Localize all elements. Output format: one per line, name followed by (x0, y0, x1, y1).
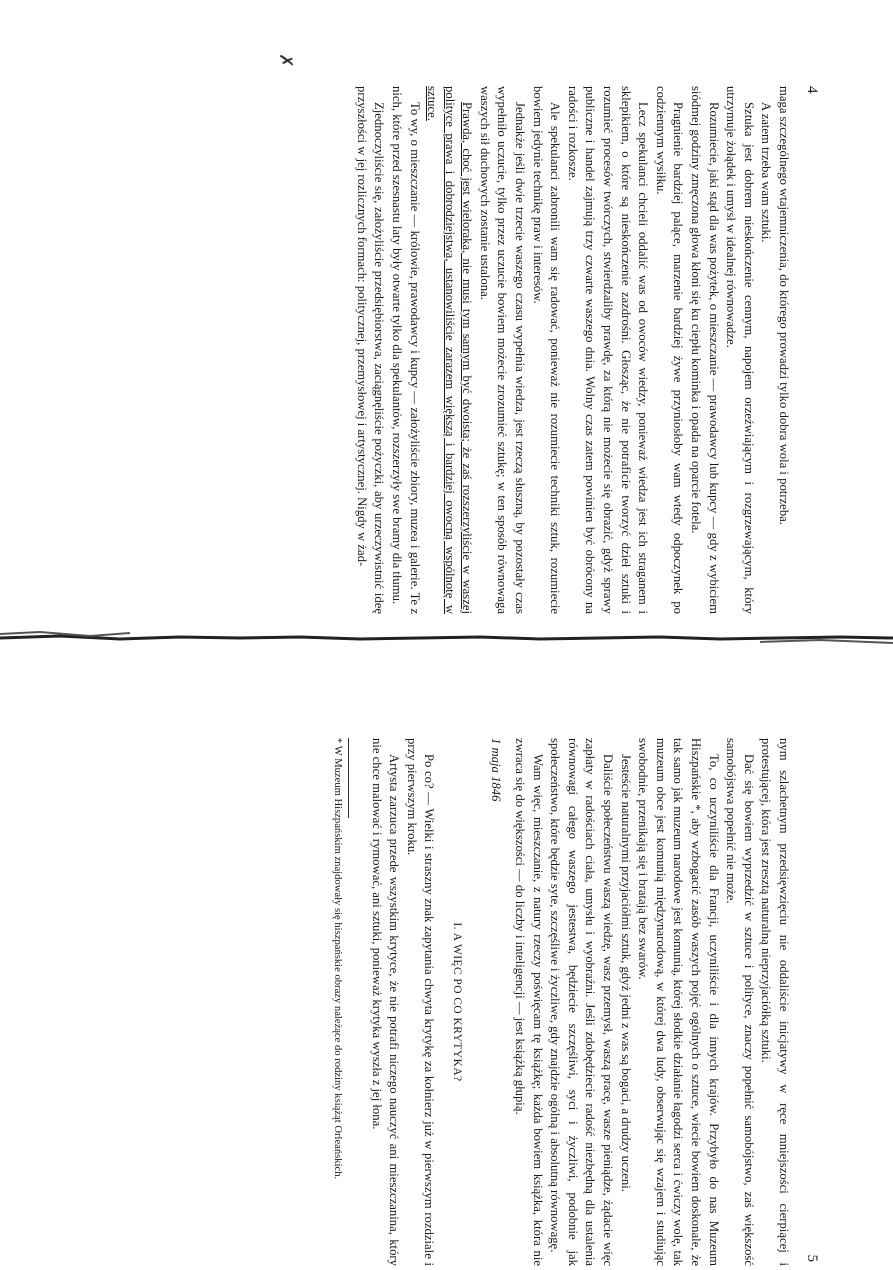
paragraph: Ale spekulanci zabronili wam się radować, ponieważ nie rozumiecie techniki sztuk, rozumiecie bowiem jedynie technikę praw i interesów. (530, 86, 563, 614)
paragraph: Wam więc, mieszczanie, z natury rzeczy poświęcam tę książkę; każda bowiem książka, która nie zwraca się do większości — do liczby i inteligencji — jest książką głupią. (513, 738, 545, 1266)
footnote-rule (348, 738, 349, 818)
paragraph: Jednakże jeśli dwie trzecie waszego czasu wypełnia wiedza, jest rzeczą słuszną, by pozostały czas wypełniło uczucie, tylko przez uczucie bowiem możecie zrozumieć sztukę; w ten sposób równowaga waszych sił duchowych zostanie ustalona. (477, 86, 528, 614)
page-number: 4 (804, 86, 820, 94)
paragraph: Artysta zarzuca przede wszystkim krytyce, że nie potrafi niczego nauczyć ani mieszczanina, który nie chce malować i rymować, ani sztuki, ponieważ krytyka wyszła z jej łona. (369, 738, 402, 1266)
paragraph: nym szlachetnym przedsięwzięciu nie oddaliście inicjatywy w ręce mniejszości cierpiącej i protestującej, która jest zresztą naturalną nieprzyjaciółką sztuki. (759, 738, 791, 1266)
page-body (352, 86, 792, 614)
chapter-heading: I. A WIĘC PO CO KRYTYKA? (450, 922, 463, 1082)
paragraph: Rozumiecie, jaki stąd dla was pożytek, o mieszczanie — prawodawcy lub kupcy — gdy z wybiciem siódmej godziny zmęczona głowa kłoni się ku ciepłu kominka i opada na oparcie fotela. (689, 86, 721, 614)
paragraph: Lecz spekulanci chcieli oddalić was od owoców wiedzy, ponieważ wiedza jest ich straganem i sklepikiem, o które są nieskończenie zazdrośni. Głosząc, że nie potraficie tworzyć dzieł sztuki i rozumieć procesów twórczych, stwierdzaliby prawdę, za którą nie możecie się obrazić, gdyż sprawy publiczne i handel zajmują trzy czwarte waszego dnia. Wolny czas zatem powinien być obrócony na radości i rozkosze. (565, 86, 651, 614)
footnote-text: * W Muzeum Hiszpańskim znajdowały się hiszpańskie obrazy należące do rodziny książąt Orleańskich. (331, 738, 343, 1180)
date-line: 1 maja 1846 (489, 738, 504, 802)
paragraph: Dać się bowiem wyprzedzić w sztuce i polityce, znaczy popełnić samobójstwo, zaś większość samobójstwa popełnić nie może. (724, 738, 756, 1266)
paragraph: Po co? — Wielki i straszny znak zapytania chwyta krytykę za kołnierz już w pierwszym rozdziale i przy pierwszym kroku. (404, 738, 437, 1266)
paragraph: Daliście społeczeństwu waszą wiedzę, wasz przemysł, waszą pracę, wasze pieniądze, żądacie więc zapłaty w radościach ciała, umysłu i wyobraźni. Jeśli zdobędziecie radość niezbędną dla ustalenia równowagi całego waszego jestestwa, będziecie szczęśliwi, syci i życzliwi, podobnie jak społeczeństwo, które będzie syte, szczęśliwe i życzliwe, gdy znajdzie ogólną i absolutną równowagę. (548, 738, 616, 1266)
underlined-paragraph: Prawda, choć jest wieloraka, nie musi tym samym być dwoista; że zaś rozszerzyliście w waszej polityce prawa i dobrodziejstwa, ustanowiliście zarazem większą i bardziej owocną wspólnotę w sztuce. (425, 86, 475, 614)
paragraph: A zatem trzeba wam sztuki. (759, 102, 774, 243)
page-body (330, 738, 792, 1266)
paragraph: Zjednoczyliście się, założyliście przedsiębiorstwa, zaciągnęliście pożyczki, aby urzeczywistnić ideę przyszłości w jej rozlicznych formach: politycznej, przemysłowej i artystycznej. Nigdy w żad- (354, 86, 387, 614)
page-number: 5 (804, 1254, 820, 1262)
footnote (330, 738, 349, 1266)
page-4 (66, 78, 826, 618)
paragraph: To wy, o mieszczanie — królowie, prawodawcy i kupcy — założyliście zbiory, muzea i galerie. Te z nich, które przed szesnastu laty były otwarte tylko dla spekulantów, rozszerzyły swe bramy dla tłumu. (389, 86, 422, 614)
page-5 (66, 730, 826, 1270)
paragraph: To, co uczyniliście dla Francji, uczyniliście i dla innych krajów. Przybyło do nas Muzeum Hiszpańskie *, aby wzbogacić zasób waszych pojęć ogólnych o sztuce, wiecie bowiem doskonale, że tak samo jak muzeum narodowe jest komunią, której słodkie działanie łagodzi serca i ćwiczy wolę, tak muzeum obce jest komunią międzynarodową, w której dwa ludy, obserwując się wzajem i studiując swobodnie, przenikają się i bratają bez swarów. (636, 738, 721, 1266)
paragraph: Jesteście naturalnymi przyjaciółmi sztuk, gdyż jedni z was są bogaci, a drudzy uczeni. (618, 754, 633, 1192)
paragraph: Sztuka jest dobrem nieskończenie cennym, napojem orzeźwiającym i rozgrzewającym, który utrzymuje żołądek i umysł w idealnej równowadze. (724, 86, 756, 614)
paragraph: Pragnienie bardziej palące, marzenie bardziej żywe przyniosłoby wam wtedy odpoczynek po codziennym wysiłku. (653, 86, 686, 614)
book-gutter (0, 628, 893, 648)
margin-mark: ✗ (276, 52, 297, 69)
paragraph: maga szczególnego wtajemniczenia, do którego prowadzi tylko dobra wola i potrzeba. (777, 86, 791, 525)
